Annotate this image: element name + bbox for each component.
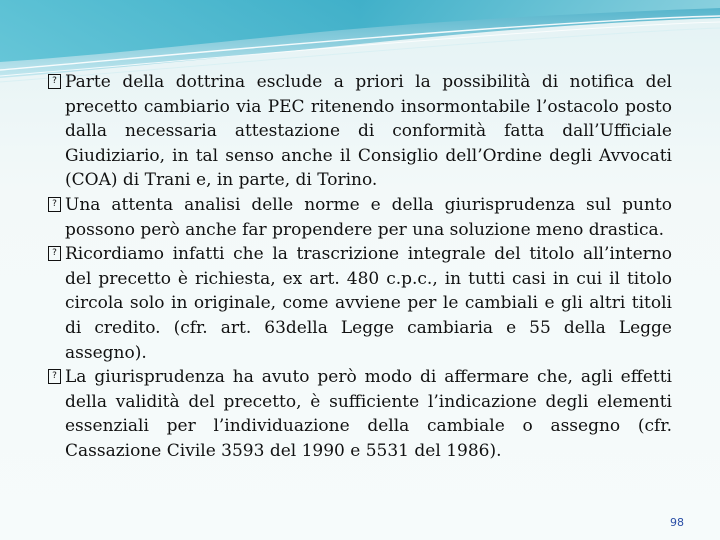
paragraph-4 <box>48 365 672 463</box>
page-number: 98 <box>670 516 684 529</box>
paragraph-3 <box>48 242 672 365</box>
bullet-icon: ? <box>48 246 61 261</box>
bullet-icon: ? <box>48 197 61 212</box>
paragraph-text: Ricordiamo infatti che la trascrizione integrale del titolo all’interno del precetto è richiesta, ex art. 480 c.p.c., in tutti casi in cui il titolo circola solo in originale, come avviene per le cambiali e gli altri titoli di credito. (cfr. art. 63della Legge cambiaria e 55 della Legge assegno). <box>65 244 672 363</box>
paragraph-text: Una attenta analisi delle norme e della giurisprudenza sul punto possono però anche far propendere per una soluzione meno drastica. <box>65 194 672 240</box>
paragraph-text: Parte della dottrina esclude a priori la possibilità di notifica del precetto cambiario via PEC ritenendo insormontabile l’ostacolo posto dalla necessaria attestazione di conformità fatta dall’Ufficiale Giudiziario, in tal senso anche il Consiglio dell’Ordine degli Avvocati (COA) di Trani e, in parte, di Torino. <box>65 72 672 191</box>
bullet-icon: ? <box>48 74 61 89</box>
slide-body <box>48 70 672 464</box>
paragraph-2 <box>48 193 672 242</box>
bullet-icon: ? <box>48 369 61 384</box>
paragraph-1 <box>48 70 672 193</box>
paragraph-text: La giurisprudenza ha avuto però modo di affermare che, agli effetti della validità del precetto, è sufficiente l’indicazione degli elementi essenziali per l’individuazione della cambiale o assegno (cfr. Cassazione Civile 3593 del 1990 e 5531 del 1986). <box>65 367 672 461</box>
